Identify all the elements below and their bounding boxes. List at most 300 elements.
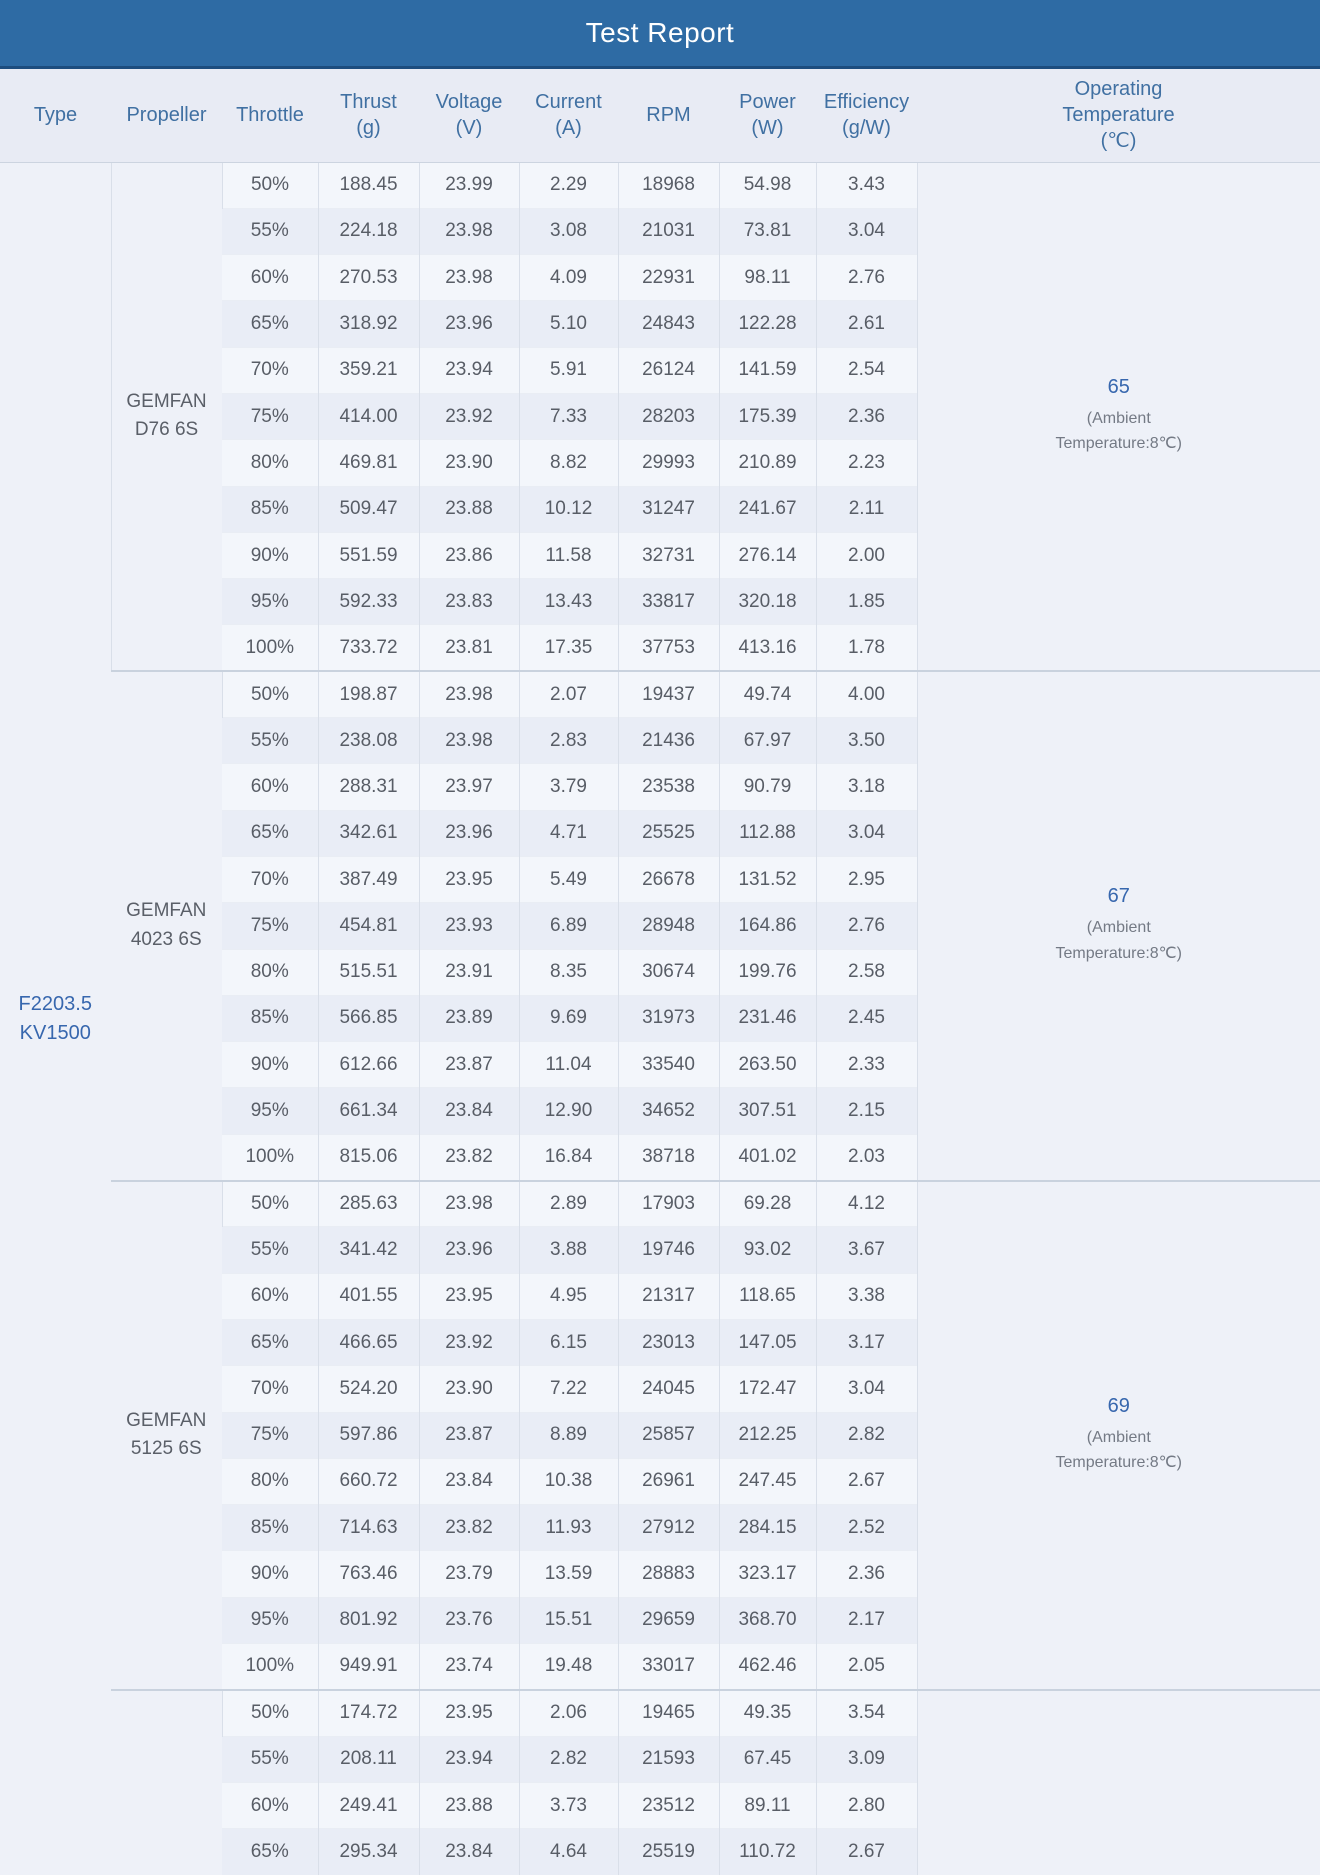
- voltage-cell: 23.96: [419, 1227, 519, 1273]
- rpm-cell: 23013: [618, 1319, 719, 1365]
- efficiency-cell: 2.76: [816, 903, 917, 949]
- throttle-cell: 75%: [222, 393, 318, 439]
- header-label: Efficiency: [816, 89, 917, 115]
- current-cell: 8.89: [519, 1412, 618, 1458]
- thrust-cell: 341.42: [318, 1227, 419, 1273]
- efficiency-cell: 2.00: [816, 532, 917, 578]
- throttle-cell: 95%: [222, 1597, 318, 1643]
- voltage-cell: 23.95: [419, 1690, 519, 1736]
- efficiency-cell: 2.45: [816, 995, 917, 1041]
- header-unit: (A): [555, 117, 582, 139]
- power-cell: 67.97: [719, 718, 816, 764]
- efficiency-cell: 2.76: [816, 255, 917, 301]
- efficiency-cell: 1.78: [816, 625, 917, 671]
- report-table-body: [0, 69, 1320, 1875]
- efficiency-cell: 3.18: [816, 764, 917, 810]
- header-voltage: [419, 69, 519, 162]
- header-unit: (V): [456, 117, 483, 139]
- rpm-cell: 26124: [618, 347, 719, 393]
- rpm-cell: 19437: [618, 671, 719, 717]
- thrust-cell: 208.11: [318, 1736, 419, 1782]
- power-cell: 89.11: [719, 1782, 816, 1828]
- rpm-cell: 25525: [618, 810, 719, 856]
- current-cell: 2.82: [519, 1736, 618, 1782]
- current-cell: 4.95: [519, 1273, 618, 1319]
- voltage-cell: 23.95: [419, 856, 519, 902]
- efficiency-cell: 3.50: [816, 718, 917, 764]
- voltage-cell: 23.93: [419, 903, 519, 949]
- throttle-cell: 90%: [222, 532, 318, 578]
- current-cell: 16.84: [519, 1134, 618, 1180]
- current-cell: 13.43: [519, 579, 618, 625]
- current-cell: 3.88: [519, 1227, 618, 1273]
- efficiency-cell: 1.85: [816, 579, 917, 625]
- thrust-cell: 295.34: [318, 1829, 419, 1875]
- voltage-cell: 23.94: [419, 1736, 519, 1782]
- rpm-cell: 26961: [618, 1458, 719, 1504]
- power-cell: 462.46: [719, 1644, 816, 1690]
- efficiency-cell: 2.36: [816, 393, 917, 439]
- thrust-cell: 612.66: [318, 1042, 419, 1088]
- voltage-cell: 23.95: [419, 1273, 519, 1319]
- voltage-cell: 23.82: [419, 1505, 519, 1551]
- voltage-cell: 23.89: [419, 995, 519, 1041]
- table-row: [0, 1181, 1320, 1227]
- current-cell: 9.69: [519, 995, 618, 1041]
- voltage-cell: 23.92: [419, 1319, 519, 1365]
- rpm-cell: 28948: [618, 903, 719, 949]
- throttle-cell: 75%: [222, 1412, 318, 1458]
- current-cell: 17.35: [519, 625, 618, 671]
- throttle-cell: 100%: [222, 1644, 318, 1690]
- thrust-cell: 801.92: [318, 1597, 419, 1643]
- rpm-cell: 30674: [618, 949, 719, 995]
- throttle-cell: 50%: [222, 162, 318, 208]
- efficiency-cell: 2.80: [816, 1782, 917, 1828]
- header-label: RPM: [618, 102, 719, 128]
- temperature-cell: [917, 162, 1320, 671]
- header-unit: (W): [751, 117, 783, 139]
- throttle-cell: 55%: [222, 1736, 318, 1782]
- throttle-cell: 70%: [222, 1366, 318, 1412]
- throttle-cell: 55%: [222, 718, 318, 764]
- header-propeller: [111, 69, 222, 162]
- voltage-cell: 23.76: [419, 1597, 519, 1643]
- current-cell: 3.79: [519, 764, 618, 810]
- table-header-row: [0, 69, 1320, 162]
- power-cell: 112.88: [719, 810, 816, 856]
- thrust-cell: 414.00: [318, 393, 419, 439]
- power-cell: 122.28: [719, 301, 816, 347]
- title-bar: [0, 0, 1320, 69]
- efficiency-cell: 2.33: [816, 1042, 917, 1088]
- current-cell: 5.49: [519, 856, 618, 902]
- header-throttle: [222, 69, 318, 162]
- header-type: [0, 69, 111, 162]
- thrust-cell: 551.59: [318, 532, 419, 578]
- thrust-cell: 174.72: [318, 1690, 419, 1736]
- current-cell: 12.90: [519, 1088, 618, 1134]
- rpm-cell: 21593: [618, 1736, 719, 1782]
- power-cell: 172.47: [719, 1366, 816, 1412]
- header-label: Operating Temperature: [1034, 76, 1204, 128]
- rpm-cell: 33017: [618, 1644, 719, 1690]
- header-temperature: [917, 69, 1320, 162]
- efficiency-cell: 2.61: [816, 301, 917, 347]
- current-cell: 8.35: [519, 949, 618, 995]
- current-cell: 2.89: [519, 1181, 618, 1227]
- efficiency-cell: 3.38: [816, 1273, 917, 1319]
- voltage-cell: 23.87: [419, 1042, 519, 1088]
- throttle-cell: 85%: [222, 486, 318, 532]
- current-cell: 5.91: [519, 347, 618, 393]
- propeller-cell: [111, 1690, 222, 1875]
- voltage-cell: 23.99: [419, 162, 519, 208]
- rpm-cell: 33540: [618, 1042, 719, 1088]
- thrust-cell: 238.08: [318, 718, 419, 764]
- header-efficiency: [816, 69, 917, 162]
- throttle-cell: 80%: [222, 440, 318, 486]
- thrust-cell: 466.65: [318, 1319, 419, 1365]
- current-cell: 2.06: [519, 1690, 618, 1736]
- efficiency-cell: 3.67: [816, 1227, 917, 1273]
- throttle-cell: 90%: [222, 1042, 318, 1088]
- rpm-cell: 33817: [618, 579, 719, 625]
- thrust-cell: 342.61: [318, 810, 419, 856]
- temperature-cell: [917, 1181, 1320, 1690]
- thrust-cell: 592.33: [318, 579, 419, 625]
- throttle-cell: 60%: [222, 1782, 318, 1828]
- current-cell: 2.29: [519, 162, 618, 208]
- temperature-cell: [917, 671, 1320, 1180]
- rpm-cell: 19746: [618, 1227, 719, 1273]
- rpm-cell: 28883: [618, 1551, 719, 1597]
- header-power: [719, 69, 816, 162]
- thrust-cell: 469.81: [318, 440, 419, 486]
- thrust-cell: 660.72: [318, 1458, 419, 1504]
- throttle-cell: 90%: [222, 1551, 318, 1597]
- power-cell: 276.14: [719, 532, 816, 578]
- page-title: Test Report: [586, 17, 735, 49]
- efficiency-cell: 3.04: [816, 208, 917, 254]
- rpm-cell: 31973: [618, 995, 719, 1041]
- voltage-cell: 23.91: [419, 949, 519, 995]
- current-cell: 7.33: [519, 393, 618, 439]
- throttle-cell: 95%: [222, 1088, 318, 1134]
- header-label: Type: [0, 102, 111, 128]
- rpm-cell: 24045: [618, 1366, 719, 1412]
- thrust-cell: 318.92: [318, 301, 419, 347]
- header-unit: (g): [356, 117, 380, 139]
- voltage-cell: 23.83: [419, 579, 519, 625]
- efficiency-cell: 2.23: [816, 440, 917, 486]
- current-cell: 10.38: [519, 1458, 618, 1504]
- current-cell: 11.04: [519, 1042, 618, 1088]
- power-cell: 199.76: [719, 949, 816, 995]
- current-cell: 5.10: [519, 301, 618, 347]
- throttle-cell: 75%: [222, 903, 318, 949]
- voltage-cell: 23.74: [419, 1644, 519, 1690]
- power-cell: 110.72: [719, 1829, 816, 1875]
- voltage-cell: 23.84: [419, 1458, 519, 1504]
- header-label: Thrust: [318, 89, 419, 115]
- throttle-cell: 80%: [222, 949, 318, 995]
- rpm-cell: 26678: [618, 856, 719, 902]
- rpm-cell: 21436: [618, 718, 719, 764]
- header-rpm: [618, 69, 719, 162]
- efficiency-cell: 2.54: [816, 347, 917, 393]
- current-cell: 15.51: [519, 1597, 618, 1643]
- header-label: Power: [719, 89, 816, 115]
- efficiency-cell: 2.58: [816, 949, 917, 995]
- temperature-value: 69: [918, 1395, 1320, 1418]
- current-cell: 3.08: [519, 208, 618, 254]
- power-cell: 93.02: [719, 1227, 816, 1273]
- thrust-cell: 224.18: [318, 208, 419, 254]
- power-cell: 90.79: [719, 764, 816, 810]
- thrust-cell: 733.72: [318, 625, 419, 671]
- rpm-cell: 18968: [618, 162, 719, 208]
- current-cell: 11.93: [519, 1505, 618, 1551]
- power-cell: 247.45: [719, 1458, 816, 1504]
- table-row: [0, 1690, 1320, 1736]
- power-cell: 413.16: [719, 625, 816, 671]
- throttle-cell: 65%: [222, 1829, 318, 1875]
- efficiency-cell: 2.36: [816, 1551, 917, 1597]
- power-cell: 131.52: [719, 856, 816, 902]
- throttle-cell: 70%: [222, 856, 318, 902]
- header-unit: (g/W): [842, 117, 891, 139]
- power-cell: 164.86: [719, 903, 816, 949]
- thrust-cell: 401.55: [318, 1273, 419, 1319]
- thrust-cell: 359.21: [318, 347, 419, 393]
- throttle-cell: 55%: [222, 1227, 318, 1273]
- rpm-cell: 31247: [618, 486, 719, 532]
- current-cell: 7.22: [519, 1366, 618, 1412]
- thrust-cell: 198.87: [318, 671, 419, 717]
- temperature-cell: [917, 1690, 1320, 1875]
- throttle-cell: 65%: [222, 810, 318, 856]
- voltage-cell: 23.79: [419, 1551, 519, 1597]
- thrust-cell: 387.49: [318, 856, 419, 902]
- header-label: Current: [519, 89, 618, 115]
- thrust-cell: 509.47: [318, 486, 419, 532]
- efficiency-cell: 2.82: [816, 1412, 917, 1458]
- rpm-cell: 23512: [618, 1782, 719, 1828]
- efficiency-cell: 4.00: [816, 671, 917, 717]
- voltage-cell: 23.81: [419, 625, 519, 671]
- current-cell: 4.09: [519, 255, 618, 301]
- voltage-cell: 23.96: [419, 301, 519, 347]
- voltage-cell: 23.88: [419, 1782, 519, 1828]
- current-cell: 3.73: [519, 1782, 618, 1828]
- efficiency-cell: 3.04: [816, 810, 917, 856]
- voltage-cell: 23.88: [419, 486, 519, 532]
- efficiency-cell: 2.03: [816, 1134, 917, 1180]
- power-cell: 69.28: [719, 1181, 816, 1227]
- throttle-cell: 95%: [222, 579, 318, 625]
- efficiency-cell: 3.43: [816, 162, 917, 208]
- rpm-cell: 34652: [618, 1088, 719, 1134]
- power-cell: 323.17: [719, 1551, 816, 1597]
- voltage-cell: 23.98: [419, 1181, 519, 1227]
- current-cell: 2.83: [519, 718, 618, 764]
- throttle-cell: 50%: [222, 671, 318, 717]
- temperature-value: 65: [918, 376, 1320, 399]
- header-label: Voltage: [419, 89, 519, 115]
- power-cell: 141.59: [719, 347, 816, 393]
- power-cell: 118.65: [719, 1273, 816, 1319]
- efficiency-cell: 2.52: [816, 1505, 917, 1551]
- temperature-value: 67: [918, 885, 1320, 908]
- rpm-cell: 27912: [618, 1505, 719, 1551]
- header-current: [519, 69, 618, 162]
- propeller-cell: GEMFAN D76 6S: [111, 162, 222, 671]
- thrust-cell: 661.34: [318, 1088, 419, 1134]
- voltage-cell: 23.97: [419, 764, 519, 810]
- power-cell: 49.74: [719, 671, 816, 717]
- thrust-cell: 815.06: [318, 1134, 419, 1180]
- header-label: Throttle: [222, 102, 318, 128]
- efficiency-cell: 2.05: [816, 1644, 917, 1690]
- thrust-cell: 524.20: [318, 1366, 419, 1412]
- propeller-cell: GEMFAN 5125 6S: [111, 1181, 222, 1690]
- voltage-cell: 23.98: [419, 208, 519, 254]
- current-cell: 8.82: [519, 440, 618, 486]
- report-table: [0, 69, 1320, 1875]
- efficiency-cell: 2.11: [816, 486, 917, 532]
- power-cell: 210.89: [719, 440, 816, 486]
- voltage-cell: 23.94: [419, 347, 519, 393]
- current-cell: 6.15: [519, 1319, 618, 1365]
- rpm-cell: 32731: [618, 532, 719, 578]
- thrust-cell: 249.41: [318, 1782, 419, 1828]
- throttle-cell: 65%: [222, 1319, 318, 1365]
- power-cell: 263.50: [719, 1042, 816, 1088]
- voltage-cell: 23.84: [419, 1829, 519, 1875]
- voltage-cell: 23.98: [419, 671, 519, 717]
- header-label: Propeller: [111, 102, 222, 128]
- voltage-cell: 23.86: [419, 532, 519, 578]
- efficiency-cell: 3.17: [816, 1319, 917, 1365]
- voltage-cell: 23.92: [419, 393, 519, 439]
- rpm-cell: 29993: [618, 440, 719, 486]
- power-cell: 401.02: [719, 1134, 816, 1180]
- propeller-cell: GEMFAN 4023 6S: [111, 671, 222, 1180]
- power-cell: 67.45: [719, 1736, 816, 1782]
- throttle-cell: 70%: [222, 347, 318, 393]
- rpm-cell: 17903: [618, 1181, 719, 1227]
- throttle-cell: 60%: [222, 255, 318, 301]
- voltage-cell: 23.87: [419, 1412, 519, 1458]
- throttle-cell: 55%: [222, 208, 318, 254]
- voltage-cell: 23.90: [419, 440, 519, 486]
- rpm-cell: 37753: [618, 625, 719, 671]
- rpm-cell: 25519: [618, 1829, 719, 1875]
- rpm-cell: 29659: [618, 1597, 719, 1643]
- throttle-cell: 60%: [222, 764, 318, 810]
- power-cell: 147.05: [719, 1319, 816, 1365]
- power-cell: 98.11: [719, 255, 816, 301]
- power-cell: 241.67: [719, 486, 816, 532]
- throttle-cell: 50%: [222, 1690, 318, 1736]
- power-cell: 231.46: [719, 995, 816, 1041]
- throttle-cell: 85%: [222, 995, 318, 1041]
- throttle-cell: 50%: [222, 1181, 318, 1227]
- ambient-temperature-note: (Ambient Temperature:8℃): [1039, 1425, 1199, 1476]
- table-row: [0, 162, 1320, 208]
- efficiency-cell: 2.15: [816, 1088, 917, 1134]
- header-thrust: [318, 69, 419, 162]
- voltage-cell: 23.90: [419, 1366, 519, 1412]
- throttle-cell: 80%: [222, 1458, 318, 1504]
- ambient-temperature-note: (Ambient Temperature:8℃): [1039, 406, 1199, 457]
- table-row: [0, 671, 1320, 717]
- thrust-cell: 763.46: [318, 1551, 419, 1597]
- thrust-cell: 288.31: [318, 764, 419, 810]
- throttle-cell: 60%: [222, 1273, 318, 1319]
- throttle-cell: 85%: [222, 1505, 318, 1551]
- current-cell: 11.58: [519, 532, 618, 578]
- current-cell: 19.48: [519, 1644, 618, 1690]
- ambient-temperature-note: (Ambient Temperature:8℃): [1039, 915, 1199, 966]
- power-cell: 73.81: [719, 208, 816, 254]
- thrust-cell: 515.51: [318, 949, 419, 995]
- current-cell: 6.89: [519, 903, 618, 949]
- efficiency-cell: 2.95: [816, 856, 917, 902]
- type-cell: F2203.5 KV1500: [0, 162, 111, 1875]
- power-cell: 284.15: [719, 1505, 816, 1551]
- current-cell: 4.71: [519, 810, 618, 856]
- power-cell: 54.98: [719, 162, 816, 208]
- rpm-cell: 25857: [618, 1412, 719, 1458]
- rpm-cell: 21317: [618, 1273, 719, 1319]
- efficiency-cell: 3.04: [816, 1366, 917, 1412]
- throttle-cell: 100%: [222, 625, 318, 671]
- thrust-cell: 714.63: [318, 1505, 419, 1551]
- rpm-cell: 28203: [618, 393, 719, 439]
- efficiency-cell: 4.12: [816, 1181, 917, 1227]
- rpm-cell: 19465: [618, 1690, 719, 1736]
- rpm-cell: 22931: [618, 255, 719, 301]
- thrust-cell: 566.85: [318, 995, 419, 1041]
- thrust-cell: 454.81: [318, 903, 419, 949]
- rpm-cell: 21031: [618, 208, 719, 254]
- efficiency-cell: 2.67: [816, 1458, 917, 1504]
- throttle-cell: 65%: [222, 301, 318, 347]
- power-cell: 368.70: [719, 1597, 816, 1643]
- current-cell: 2.07: [519, 671, 618, 717]
- thrust-cell: 188.45: [318, 162, 419, 208]
- voltage-cell: 23.82: [419, 1134, 519, 1180]
- voltage-cell: 23.98: [419, 718, 519, 764]
- rpm-cell: 38718: [618, 1134, 719, 1180]
- voltage-cell: 23.98: [419, 255, 519, 301]
- efficiency-cell: 2.17: [816, 1597, 917, 1643]
- thrust-cell: 949.91: [318, 1644, 419, 1690]
- current-cell: 10.12: [519, 486, 618, 532]
- throttle-cell: 100%: [222, 1134, 318, 1180]
- efficiency-cell: 3.54: [816, 1690, 917, 1736]
- power-cell: 307.51: [719, 1088, 816, 1134]
- rpm-cell: 24843: [618, 301, 719, 347]
- thrust-cell: 597.86: [318, 1412, 419, 1458]
- efficiency-cell: 2.67: [816, 1829, 917, 1875]
- rpm-cell: 23538: [618, 764, 719, 810]
- header-unit: (℃): [1101, 130, 1137, 152]
- power-cell: 212.25: [719, 1412, 816, 1458]
- voltage-cell: 23.96: [419, 810, 519, 856]
